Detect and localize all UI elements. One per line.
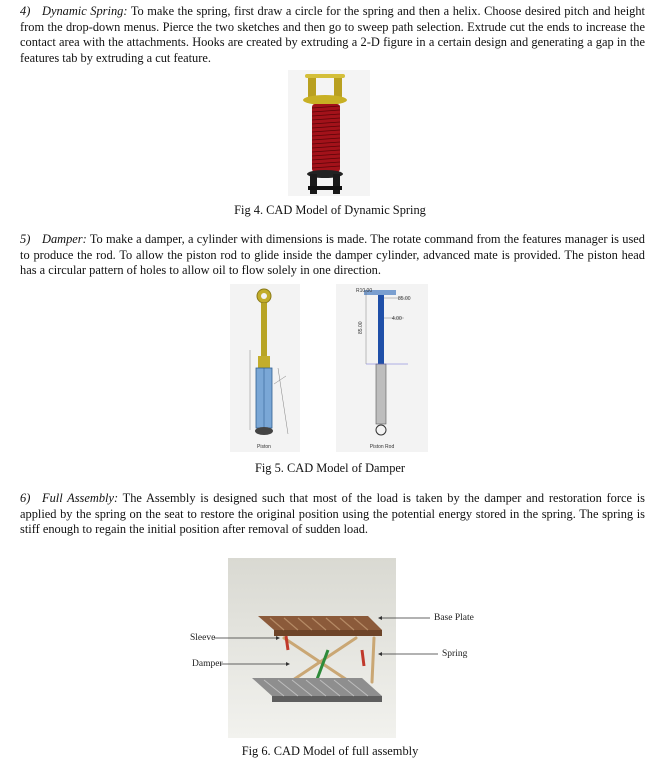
piston-rod-figure (336, 284, 428, 452)
figure-caption: Fig 6. CAD Model of full assembly (241, 744, 419, 758)
section-lead: Damper: (42, 232, 87, 246)
label-spring: Spring (442, 649, 468, 659)
section-text: The Assembly is designed such that most of the load is taken by the damper and restoration force is applied by the spring on the seat to restore the original position using the potential energy stored in the spring. The spring is stiff enough to regain the initial position after removal of sudden load. (20, 491, 645, 536)
dim-diameter: 4.00 (392, 316, 402, 322)
section-number: 6) (20, 491, 31, 505)
spring-figure (288, 70, 370, 196)
section-damper (20, 232, 645, 279)
label-base-plate: Base Plate (434, 613, 474, 623)
label-sleeve: Sleeve (190, 633, 216, 643)
piston-rod-label: Piston Rod (369, 444, 395, 450)
section-number: 4) (20, 4, 31, 18)
section-full-assembly (20, 491, 645, 538)
section-dynamic-spring (20, 4, 645, 66)
label-damper: Damper (192, 659, 223, 669)
figure-caption: Fig 4. CAD Model of Dynamic Spring (234, 203, 426, 217)
dim-radius: R10.00 (356, 288, 373, 294)
section-lead: Full Assembly: (42, 491, 119, 505)
piston-label: Piston (257, 444, 271, 450)
dim-width: 85.00 (398, 296, 411, 302)
piston-figure (230, 284, 300, 452)
dim-height: 85.00 (358, 321, 364, 334)
section-number: 5) (20, 232, 31, 246)
section-text: To make the spring, first draw a circle for the spring and then a helix. Choose desired pitch and height from the drop-down menus. Pierce the two sketches and then go to sweep path selection. Extrude cut the ends to increase the contact area with the attachments. Hooks are created by extruding a 2-D figure in a certain design and generating a gap in the features tab by extruding a cut feature. (20, 4, 645, 65)
figure-caption: Fig 5. CAD Model of Damper (254, 461, 406, 475)
full-assembly-figure (186, 558, 486, 738)
section-text: To make a damper, a cylinder with dimensions is made. The rotate command from the features manager is used to produce the rod. To allow the piston rod to glide inside the damper cylinder, advanced mate is provided. The piston head has a circular pattern of holes to allow oil to flow solely in one direction. (20, 232, 645, 277)
section-lead: Dynamic Spring: (42, 4, 128, 18)
